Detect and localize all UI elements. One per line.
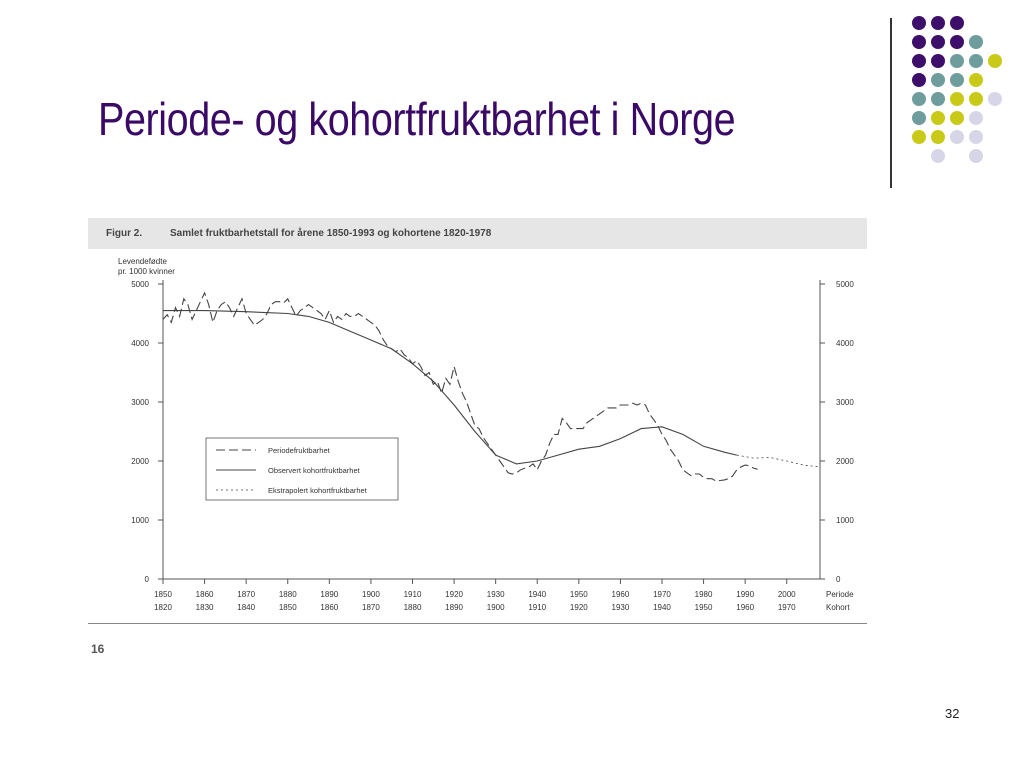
y-tick-label-left: 3000 — [131, 398, 149, 407]
x-cohort-tick-label: 1920 — [569, 603, 588, 612]
decor-dot — [931, 73, 945, 87]
x-period-tick-label: 1930 — [486, 590, 505, 599]
decor-dot — [912, 130, 926, 144]
decorative-dot-grid — [0, 0, 1024, 200]
x-cohort-tick-label: 1890 — [445, 603, 463, 612]
y-tick-label-right: 4000 — [836, 339, 854, 348]
decor-dot — [931, 54, 945, 68]
x-period-tick-label: 1880 — [278, 590, 297, 599]
decor-dot — [950, 111, 964, 125]
x-cohort-tick-label: 1900 — [486, 603, 505, 612]
x-cohort-tick-label: 1870 — [362, 603, 380, 612]
decor-dot — [912, 54, 926, 68]
legend-entry: Periodefruktbarhet — [268, 446, 330, 455]
x-cohort-tick-label: 1850 — [278, 603, 297, 612]
y-tick-label-left: 5000 — [131, 280, 149, 289]
x-period-label: Periode — [826, 590, 854, 599]
y-tick-label-right: 2000 — [836, 457, 854, 466]
y-tick-label-right: 1000 — [836, 516, 854, 525]
decor-dot — [969, 92, 983, 106]
legend-entry: Observert kohortfruktbarhet — [268, 466, 360, 475]
x-cohort-tick-label: 1940 — [653, 603, 671, 612]
decor-dot — [950, 92, 964, 106]
decor-dot — [950, 35, 964, 49]
x-period-tick-label: 1860 — [195, 590, 214, 599]
x-cohort-tick-label: 1880 — [403, 603, 422, 612]
decor-dot — [912, 35, 926, 49]
x-period-tick-label: 1990 — [736, 590, 755, 599]
decor-dot — [950, 130, 964, 144]
decor-dot — [931, 149, 945, 163]
fertility-chart — [88, 218, 867, 618]
x-cohort-tick-label: 1840 — [237, 603, 256, 612]
y-axis-label-line2: pr. 1000 kvinner — [118, 267, 175, 276]
decor-dot — [912, 111, 926, 125]
x-period-tick-label: 1950 — [569, 590, 588, 599]
x-period-tick-label: 1970 — [653, 590, 671, 599]
x-cohort-tick-label: 1960 — [736, 603, 755, 612]
x-period-tick-label: 1960 — [611, 590, 630, 599]
x-cohort-tick-label: 1910 — [528, 603, 547, 612]
decor-dot — [950, 16, 964, 30]
y-axis-label-line1: Levendefødte — [118, 257, 167, 266]
slide-number: 32 — [945, 706, 960, 721]
decor-dot — [950, 54, 964, 68]
figure-panel — [88, 218, 867, 658]
y-tick-label-left: 1000 — [131, 516, 149, 525]
series-line-3 — [737, 455, 820, 467]
decor-dot — [969, 149, 983, 163]
decor-dot — [931, 111, 945, 125]
x-period-tick-label: 1870 — [237, 590, 256, 599]
decor-dot — [969, 54, 983, 68]
y-tick-label-right: 0 — [836, 575, 841, 584]
figure-title: Samlet fruktbarhetstall for årene 1850-1993 og kohortene 1820-1978 — [170, 228, 492, 239]
figure-label: Figur 2. — [106, 228, 143, 239]
x-cohort-tick-label: 1830 — [195, 603, 214, 612]
decor-dot — [969, 73, 983, 87]
x-cohort-tick-label: 1970 — [777, 603, 796, 612]
y-tick-label-left: 0 — [144, 575, 149, 584]
decor-dot — [988, 54, 1002, 68]
decor-dot — [988, 92, 1002, 106]
x-period-tick-label: 1940 — [528, 590, 547, 599]
x-period-tick-label: 1980 — [694, 590, 713, 599]
x-cohort-tick-label: 1820 — [154, 603, 172, 612]
figure-page-number: 16 — [91, 642, 105, 656]
decor-dot — [912, 92, 926, 106]
decor-dot — [912, 16, 926, 30]
decor-dot — [931, 92, 945, 106]
x-period-tick-label: 1910 — [403, 590, 422, 599]
figure-bottom-rule — [88, 623, 867, 624]
y-tick-label-right: 3000 — [836, 398, 854, 407]
x-period-tick-label: 1920 — [445, 590, 463, 599]
decor-dot — [931, 130, 945, 144]
y-tick-label-right: 5000 — [836, 280, 854, 289]
y-tick-label-left: 2000 — [131, 457, 149, 466]
decor-dot — [969, 130, 983, 144]
slide-title: Periode- og kohortfruktbarhet i Norge — [98, 93, 736, 145]
x-cohort-tick-label: 1950 — [694, 603, 713, 612]
legend-entry: Ekstrapolert kohortfruktbarhet — [268, 486, 367, 495]
x-cohort-tick-label: 1860 — [320, 603, 339, 612]
decor-dot — [912, 73, 926, 87]
decor-dot — [931, 16, 945, 30]
x-period-tick-label: 1890 — [320, 590, 339, 599]
decor-dot — [969, 35, 983, 49]
decor-dot — [931, 35, 945, 49]
decor-dot — [950, 73, 964, 87]
y-tick-label-left: 4000 — [131, 339, 149, 348]
x-cohort-tick-label: 1930 — [611, 603, 630, 612]
x-period-tick-label: 2000 — [777, 590, 796, 599]
x-period-tick-label: 1900 — [362, 590, 380, 599]
x-period-tick-label: 1850 — [154, 590, 172, 599]
x-cohort-label: Kohort — [826, 603, 850, 612]
decor-dot — [969, 111, 983, 125]
